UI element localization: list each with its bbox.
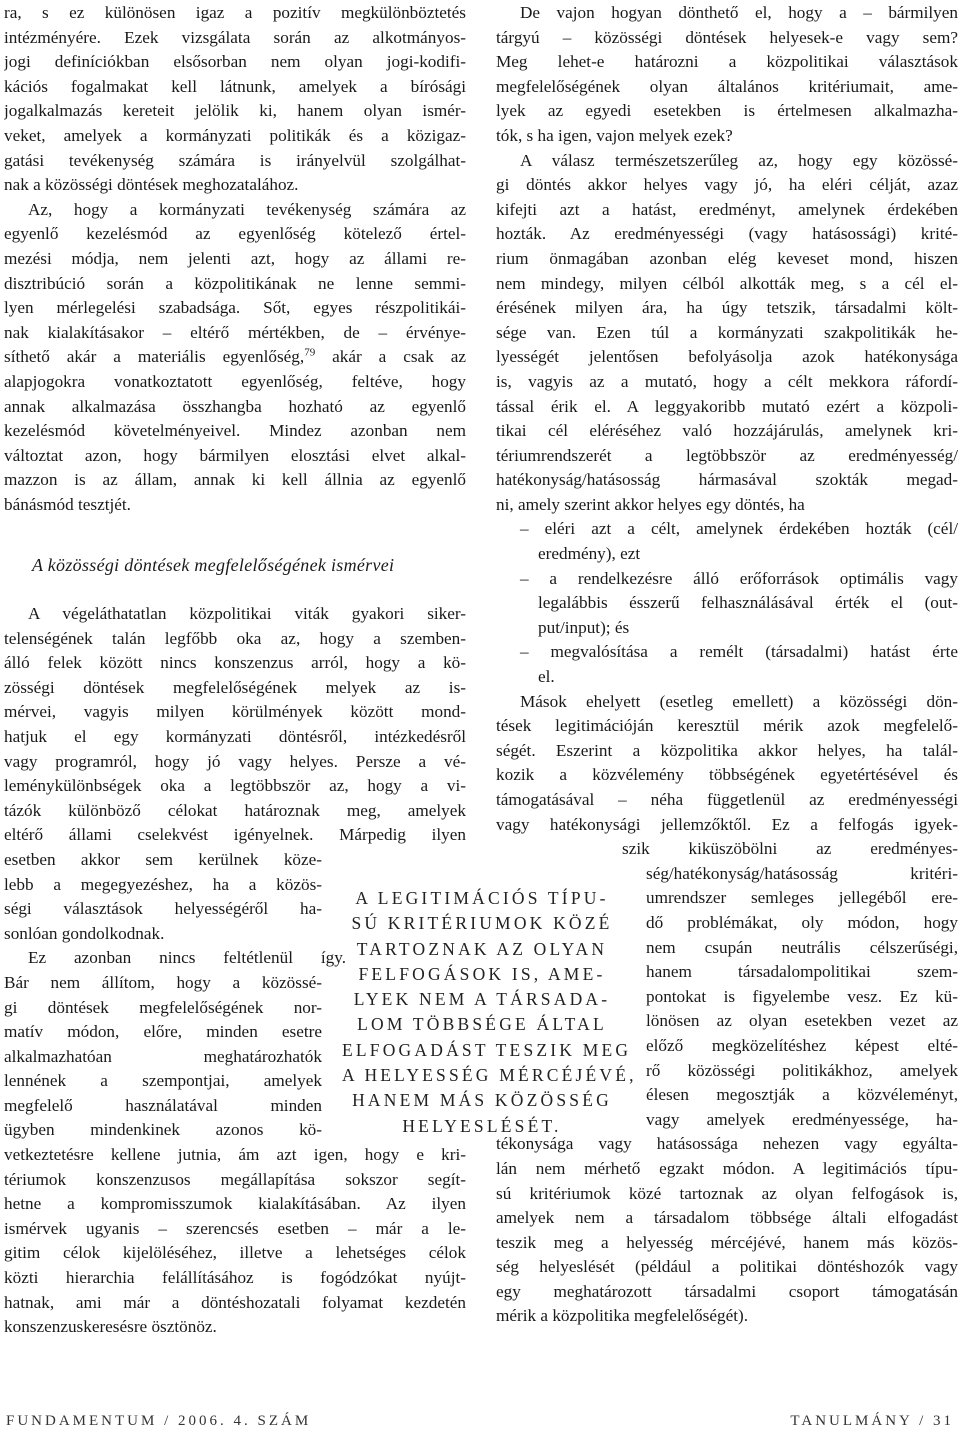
- text-line: hetne a kompromisszumok kialakításában. Az ilyen: [4, 1194, 466, 1214]
- list-item-continuation: el.: [538, 667, 555, 687]
- text-line: gatási tevékenység számára is irányelvül szolgálhat-: [4, 150, 466, 170]
- text-line: kezelésmód követelményeivel. Mindez azonban nem: [4, 421, 466, 441]
- text-line: lönösen az olyan esetekben vezet az: [646, 1011, 958, 1031]
- text-line: is, vagyis az a mutató, hogy a célt mekkora ráfordí-: [496, 371, 958, 391]
- text-line: A végeláthatatlan közpolitikai viták gyakori siker-: [28, 604, 466, 623]
- text-line: mezési módja, nem jelenti azt, hogy az állami re-: [4, 248, 466, 268]
- text-line: Az, hogy a kormányzati tevékenység számára az: [28, 199, 466, 219]
- text-line: ségi választások helyességéről ha-: [4, 899, 322, 919]
- text-line: közti hierarchia felállításához is fogódzókat nyújt-: [4, 1268, 466, 1288]
- text-line: A válasz természetszerűleg az, hogy egy közössé-: [520, 150, 958, 170]
- text-line-with-footnote: [4, 345, 466, 370]
- text-line: hatnak, ami már a döntéshozatali folyamat kezdetén: [4, 1292, 466, 1312]
- left-paragraph-1: [4, 1, 466, 198]
- text-line: hozták. Az eredményességi (vagy hatásossági) krité-: [496, 224, 958, 244]
- text-line: szik kiküszöbölni az eredményes-: [622, 839, 958, 859]
- text-line: lebb a megegyezéshez, ha a közös-: [4, 874, 322, 894]
- text-line: alapjogokra vonatkoztatott egyenlőség, feltéve, hogy: [4, 371, 466, 391]
- text-line: matív módon, előre, minden esetre: [4, 1022, 322, 1042]
- text-line: tékonysága vagy hatásossága nehezen vagy egyálta-: [496, 1134, 958, 1154]
- text-line: tikai cél eléréséhez való hozzájárulás, amelynek kri-: [496, 421, 958, 441]
- left-paragraph-2: [4, 198, 466, 518]
- text-line: Meg lehet-e határozni a közpolitikai választások: [496, 52, 958, 72]
- text-line: rium önmagában azonban elég keveset mond, hiszen: [496, 248, 958, 268]
- text-line: lyek az egyedi esetekben is értelmesen alkalmazha-: [496, 101, 958, 121]
- text-line: ismérvek ugyanis – szerencsés esetben – már a le-: [4, 1218, 466, 1238]
- text-line: zösségi döntések megfelelőségének melyek az is-: [4, 677, 466, 697]
- pull-quote-line: LOM TÖBBSÉGE ÁLTAL: [357, 1014, 607, 1035]
- text-line: ség/hatékonyság/hatásosság kritéri-: [646, 863, 958, 883]
- text-line: amelyek nem a társadalom többsége általi elfogadást: [496, 1208, 958, 1228]
- text-line: tók, s ha igen, vajon melyek ezek?: [496, 125, 733, 145]
- text-line: ség helyeslését (például a politikai döntéshozók vagy: [496, 1257, 958, 1277]
- text-line: sonlóan gondolkodnak.: [4, 923, 165, 943]
- text-line: telenségének talán legfőbb oka az, hogy a szemben-: [4, 628, 466, 648]
- text-line: kozik a közvélemény többségének egyetértésével és: [496, 765, 958, 785]
- text-line: pontokat is figyelembe vesz. Ez kü-: [646, 986, 958, 1006]
- text-line: kációs fogalmakat kell látnunk, amelyek a bírósági: [4, 76, 466, 96]
- text-line: Bár nem állítom, hogy a közössé-: [4, 972, 322, 992]
- text-line: élesen megosztják a közvéleményt,: [646, 1085, 958, 1105]
- text-line: gitim célok kijelöléséhez, illetve a lehetséges célok: [4, 1243, 466, 1263]
- text-line: dő problémákat, oly módon, hogy: [646, 912, 958, 932]
- text-line: Ez azonban nincs feltétlenül így.: [28, 948, 346, 968]
- text-line: rő közösségi politikákhoz, amelyek: [646, 1060, 958, 1080]
- text-line: lyességét jelentősen befolyásolja azok hatékonysága: [496, 347, 958, 367]
- text-line: esetben akkor sem kerülnek köze-: [4, 849, 322, 869]
- pull-quote-line: HELYESLÉSÉT.: [402, 1115, 562, 1136]
- footer-page-number: TANULMÁNY / 31: [790, 1413, 954, 1429]
- text-line: tések legitimációján keresztül mérik azok megfelelő-: [496, 716, 958, 736]
- section-heading: A közösségi döntések megfelelőségének ismérvei: [32, 555, 395, 575]
- text-line: umrendszer semleges jellegéből ere-: [646, 888, 958, 908]
- text-line: sége van. Ezen túl a kormányzati szakpolitikák he-: [496, 322, 958, 342]
- text-line: tériumrendszerét a legtöbbször az eredményesség/: [496, 445, 958, 465]
- text-line: támogatásával – néha függetlenül az eredményességi: [496, 790, 958, 809]
- pull-quote-line: LYEK NEM A TÁRSADA-: [353, 989, 611, 1010]
- text-line: intézményére. Ezek vizsgálata során az alkotmányos-: [4, 27, 466, 47]
- text-line: hanem társadalompolitikai szem-: [646, 962, 958, 982]
- text-line: nem csupán neutrális célszerűségi,: [646, 937, 958, 957]
- text-line: álló felek között nincs konszenzus arról, hogy a kö-: [4, 653, 466, 673]
- text-line: nak a közösségi döntések meghozatalához.: [4, 175, 299, 195]
- list-item-continuation: legalábbis ésszerű felhasználásával érték el (out-: [538, 593, 958, 613]
- text-line: annak alkalmazása összhangba hozható az egyenlő: [4, 396, 466, 416]
- right-column: [496, 1, 958, 1329]
- text-line: ügyben mindenkinek azonos kö-: [4, 1120, 322, 1140]
- pull-quote-line: TARTOZNAK AZ OLYAN: [356, 938, 608, 959]
- text-line: De vajon hogyan dönthető el, hogy a – bármilyen: [520, 3, 958, 22]
- list-item-continuation: put/input); és: [538, 617, 630, 637]
- list-item: – megvalósítása a remélt (társadalmi) hatást érte: [520, 642, 958, 662]
- footnote-reference[interactable]: 79: [304, 346, 316, 359]
- criteria-list: [496, 517, 958, 689]
- text-line: bánásmód tesztjét.: [4, 494, 131, 514]
- text-line: jogi definíciókban elsősorban nem olyan jogi-kodifi-: [4, 52, 466, 72]
- text-line: egyenlő kezelésmód az egyenlőség kötelező értel-: [4, 224, 466, 244]
- pull-quote-line: HANEM MÁS KÖZÖSSÉG: [352, 1090, 612, 1111]
- text-line: vetkeztetésre kellene jutnia, ám azt igen, hogy e kri-: [4, 1145, 466, 1165]
- text-line: disztribúció során a közpolitikának ne lenne semmi-: [4, 273, 466, 293]
- text-line: alkalmazhatóan meghatározhatók: [4, 1046, 322, 1066]
- text-line: jogalkalmazás kereteit jelölik ki, hanem olyan ismér-: [4, 101, 466, 121]
- text-line: hatékonyság/hatásosság hármasával szokták megad-: [496, 470, 958, 490]
- pull-quote-line: A LEGITIMÁCIÓS TÍPU-: [355, 888, 609, 908]
- pull-quote-line: A HELYESSÉG MÉRCÉJÉVÉ,: [342, 1065, 637, 1086]
- text-line: lyen mérlegelési szabadsága. Sőt, egyes részpolitikái-: [4, 298, 466, 318]
- text-line: lennének a szempontjai, amelyek: [4, 1071, 322, 1091]
- text-line: vagy amelyek eredményessége, ha-: [646, 1109, 958, 1129]
- pull-quote-line: ELFOGADÁST TESZIK MEG: [342, 1039, 632, 1060]
- right-paragraph-1: [496, 1, 958, 149]
- text-line: lán nem mérhető egzakt módon. A legitimációs típu-: [496, 1158, 958, 1178]
- text-line: sú kritériumok közé tartoznak az olyan felfogások is,: [496, 1183, 958, 1203]
- text-line: egy meghatározott társadalmi csoport támogatásán: [496, 1281, 958, 1301]
- text-line: nak kialakításakor – eltérő mértékben, de – érvénye-: [4, 322, 466, 342]
- text-line: tériumok konszenzusos megállapítása sokszor segít-: [4, 1169, 466, 1189]
- text-line: tázók különböző célokat határoznak meg, amelyek: [4, 800, 466, 820]
- text-line: gi döntések megfelelőségének nor-: [4, 997, 322, 1017]
- text-fragment: síthető akár a materiális egyenlőség,: [4, 347, 305, 367]
- text-line: teszik meg a helyesség mércéjévé, hanem más közös-: [496, 1232, 958, 1252]
- text-line: megfelelőségének olyan általános kritériumait, ame-: [496, 76, 958, 96]
- text-line: vagy hatékonysági jellemzőktől. Ez a felfogás igyek-: [496, 814, 958, 834]
- text-line: ségét. Eszerint a közpolitika akkor helyes, ha talál-: [496, 740, 958, 760]
- text-line: kifejti azt a hatást, eredményt, amelynek érdekében: [496, 199, 958, 219]
- text-line: mérik a közpolitika megfelelőségét).: [496, 1306, 748, 1326]
- text-line: ni, amely szerint akkor helyes egy döntés, ha: [496, 494, 805, 514]
- pull-quote-line: SÚ KRITÉRIUMOK KÖZÉ: [351, 913, 613, 934]
- text-line: eltérő állami cselekvést igényelnek. Márpedig ilyen: [4, 825, 466, 845]
- text-line: gi döntés akkor helyes vagy jó, ha eléri célját, azaz: [496, 175, 958, 195]
- list-item: – eléri azt a célt, amelynek érdekében hozták (cél/: [520, 519, 958, 539]
- left-column: [4, 1, 466, 517]
- text-line: vagy programról, hogy jó vagy helyes. Persze a vé-: [4, 751, 466, 771]
- text-line: tással érik el. A leggyakoribb mutató ezért a közpoli-: [496, 396, 958, 416]
- text-line: tárgyú – közösségi döntések helyesek-e vagy sem?: [496, 27, 958, 47]
- text-line: mazzon is az állam, annak ki kell állnia az egyenlő: [4, 470, 466, 490]
- text-line: leménykülönbségek oka a legtöbbször az, hogy a vi-: [4, 776, 466, 796]
- right-paragraph-3: [496, 690, 958, 1329]
- text-fragment: akár a csak az: [315, 347, 466, 367]
- pull-quote-line: FELFOGÁSOK IS, AME-: [358, 963, 606, 984]
- text-line: konszenzuskeresésre ösztönöz.: [4, 1317, 217, 1337]
- text-line: mérvei, vagyis milyen körülmények között mond-: [4, 702, 466, 722]
- right-paragraph-2: [496, 149, 958, 518]
- text-line: ra, s ez különösen igaz a pozitív megkülönböztetés: [4, 3, 466, 22]
- list-item-continuation: eredmény), ezt: [538, 544, 641, 564]
- text-line: veket, amelyek a kormányzati politikák és a közigaz-: [4, 125, 466, 145]
- text-line: Mások ehelyett (esetleg emellett) a közösségi dön-: [520, 691, 958, 711]
- text-line: nem mindegy, milyen célból alkották meg, s a cél el-: [496, 273, 958, 293]
- footer-journal: FUNDAMENTUM / 2006. 4. SZÁM: [6, 1413, 312, 1429]
- text-line: változtat azon, hogy bármilyen elosztási elvet alkal-: [4, 445, 466, 465]
- text-line: előző megközelítéshez képest elté-: [646, 1035, 958, 1055]
- text-line: hatjuk el egy kormányzati döntésről, intézkedésről: [4, 726, 466, 746]
- text-line: megfelelő használatával minden: [4, 1095, 322, 1115]
- list-item: – a rendelkezésre álló erőforrások optimális vagy: [520, 568, 958, 588]
- text-line: érésének milyen ára, ha úgy tetszik, társadalmi költ-: [496, 298, 958, 318]
